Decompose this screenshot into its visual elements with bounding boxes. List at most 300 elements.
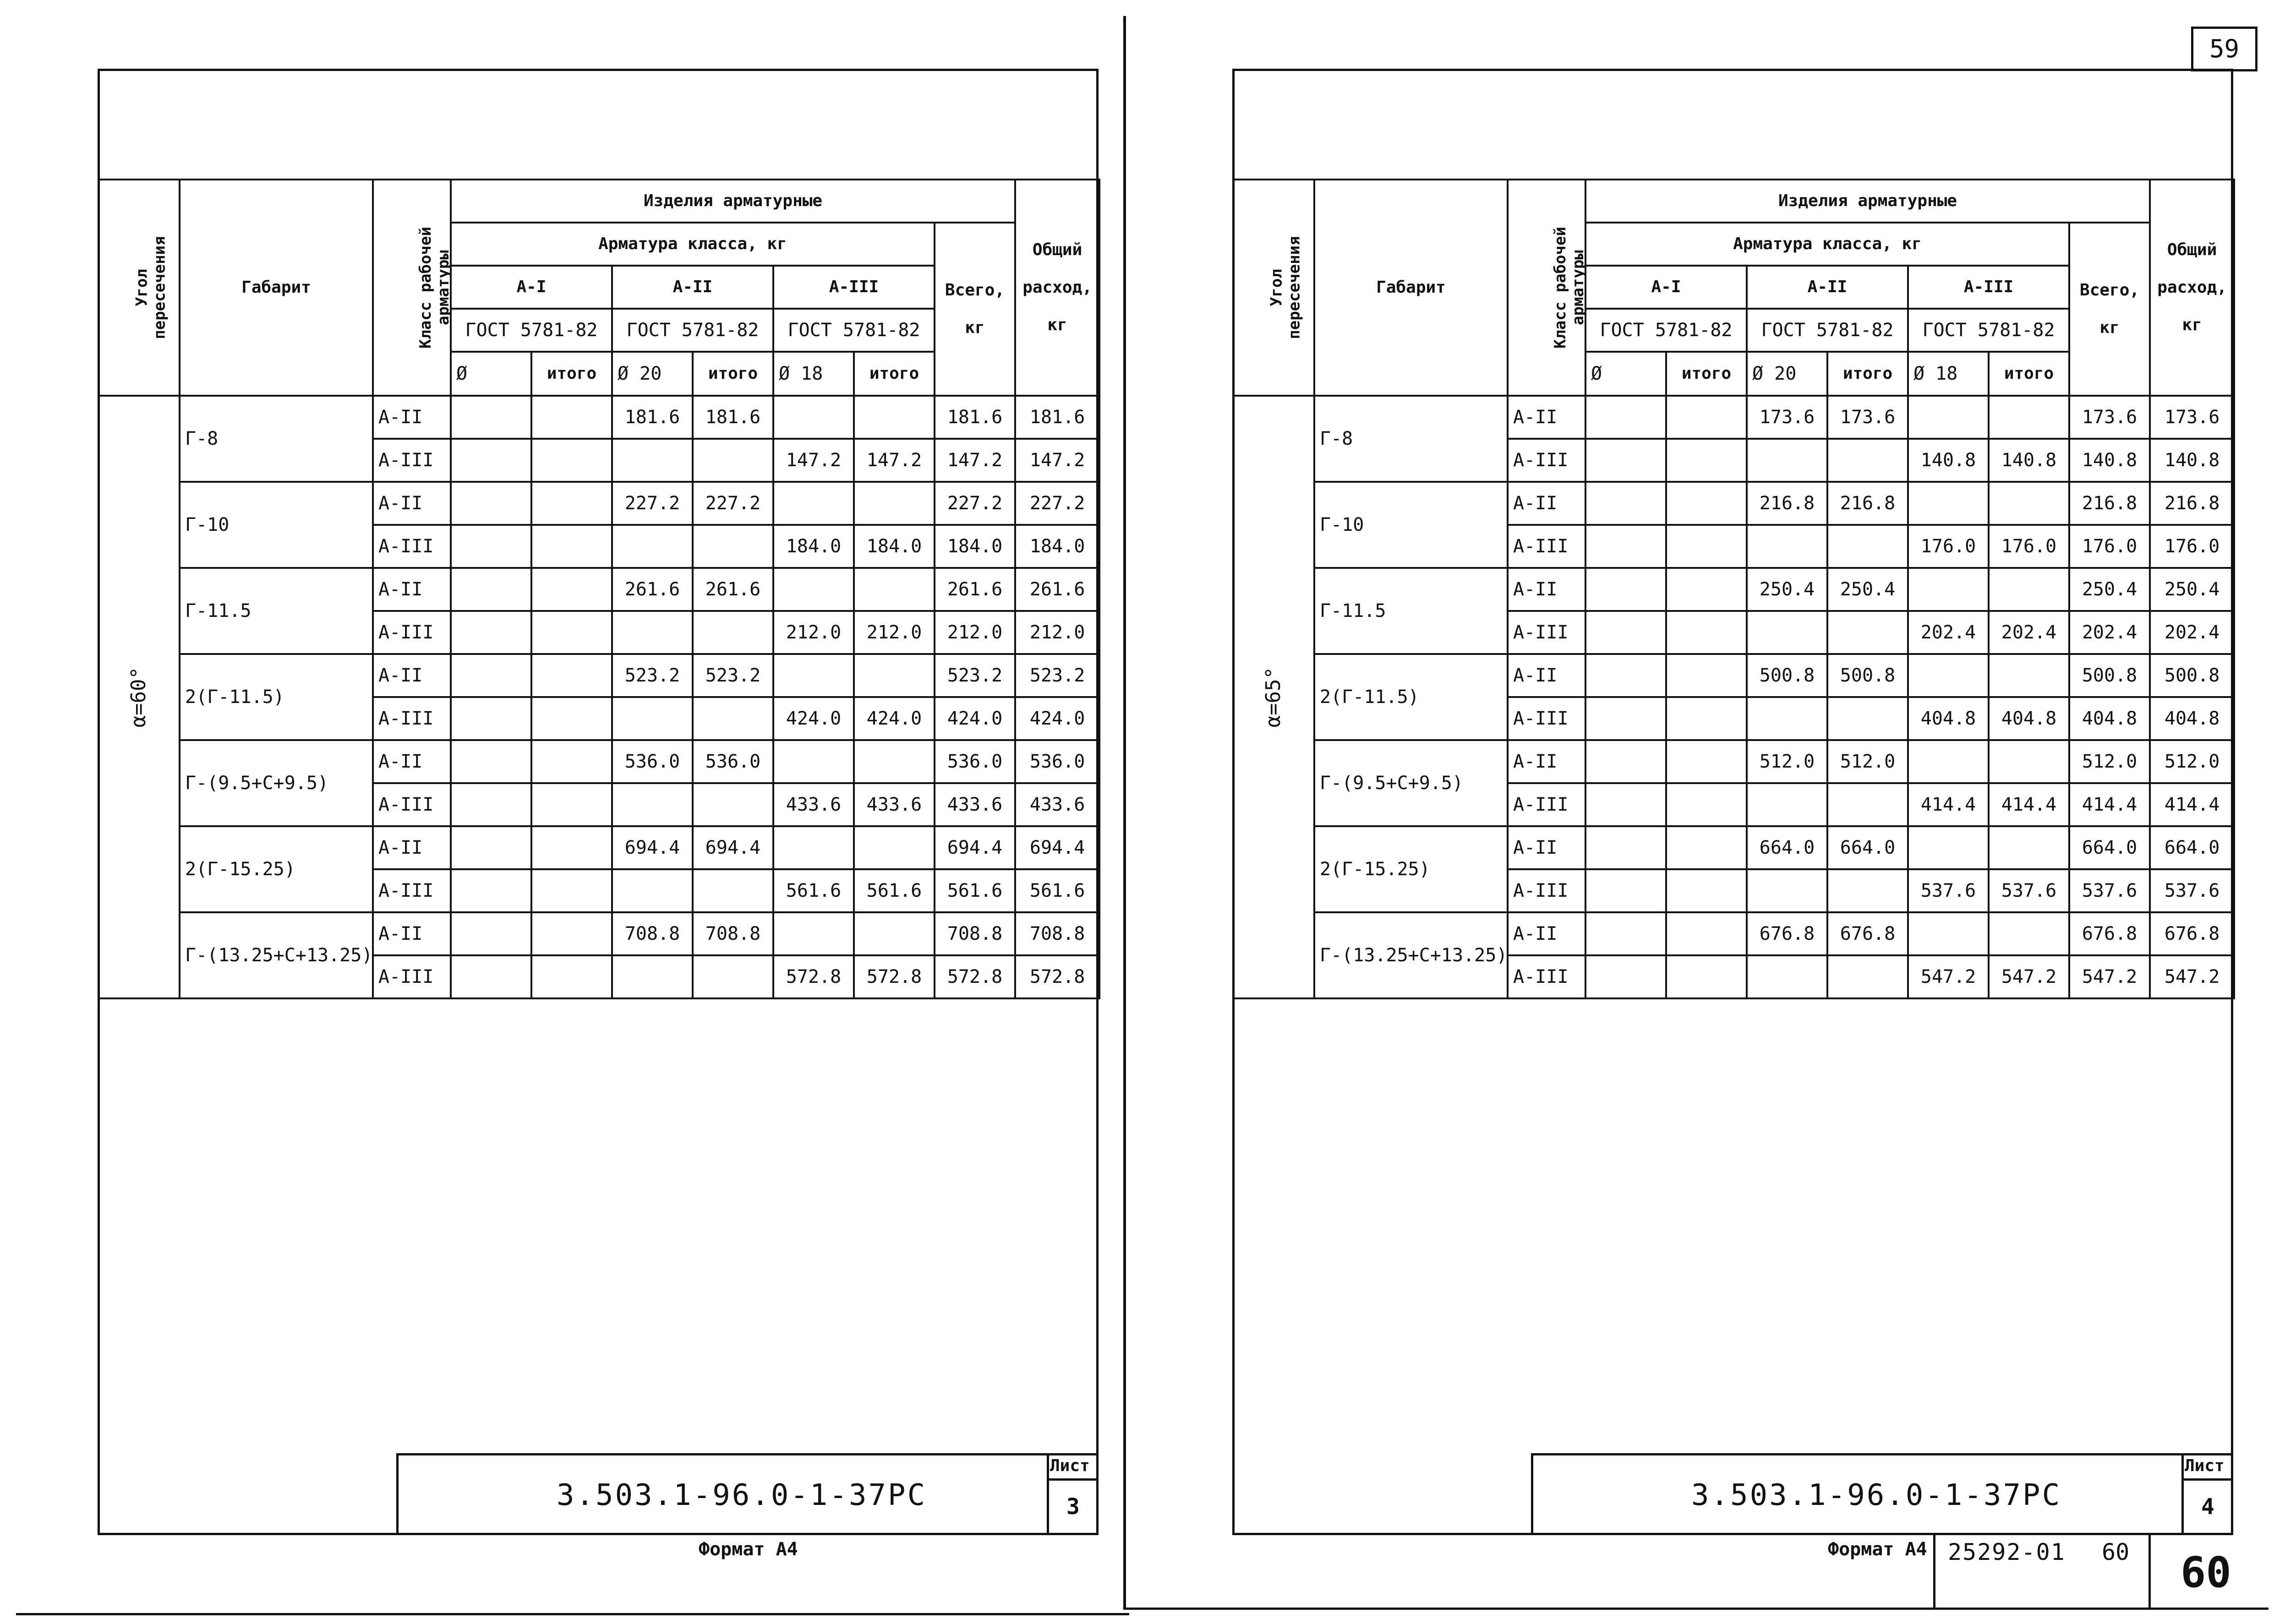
gabarit-cell: 2(Г-11.5): [180, 654, 373, 740]
a3-diam18-cell: [773, 740, 854, 783]
header-rebar-class: Класс рабочей арматуры: [1508, 180, 1585, 396]
overall-cell: 176.0: [2150, 525, 2234, 568]
a2-itogo-cell: [693, 955, 773, 998]
a2-diam20-cell: [612, 439, 693, 482]
right-sheet-label: Лист: [2185, 1456, 2225, 1475]
total-cell: 404.8: [2069, 697, 2150, 740]
overall-cell: 414.4: [2150, 783, 2234, 826]
overall-cell: 664.0: [2150, 826, 2234, 869]
a1-itogo-cell: [1666, 525, 1747, 568]
a2-itogo-cell: 227.2: [693, 482, 773, 525]
a3-diam18-cell: 202.4: [1908, 611, 1989, 654]
a3-itogo-cell: 572.8: [854, 955, 935, 998]
a2-diam20-cell: 694.4: [612, 826, 693, 869]
a1-diam-cell: [1585, 955, 1666, 998]
overall-cell: 227.2: [1015, 482, 1099, 525]
a2-itogo-cell: 181.6: [693, 396, 773, 439]
bottom-stamp-page: 60: [2102, 1539, 2130, 1565]
a1-diam-cell: [1585, 697, 1666, 740]
overall-cell: 676.8: [2150, 912, 2234, 955]
total-cell: 250.4: [2069, 568, 2150, 611]
a3-diam18-cell: 414.4: [1908, 783, 1989, 826]
class-cell: А-III: [1508, 439, 1585, 482]
class-cell: А-III: [373, 869, 451, 912]
page-number-top-box: [2191, 27, 2258, 71]
header-itogo-a3: итого: [854, 352, 935, 396]
overall-cell: 250.4: [2150, 568, 2234, 611]
class-cell: А-II: [373, 740, 451, 783]
a1-itogo-cell: [531, 783, 612, 826]
a3-itogo-cell: [1989, 654, 2069, 697]
a2-diam20-cell: 250.4: [1747, 568, 1827, 611]
total-cell: 676.8: [2069, 912, 2150, 955]
total-cell: 561.6: [935, 869, 1015, 912]
page-number-bottom: 60: [2181, 1548, 2231, 1597]
header-itogo-a1: итого: [1666, 352, 1747, 396]
a1-diam-cell: [451, 611, 531, 654]
header-itogo-a2: итого: [1827, 352, 1908, 396]
overall-cell: 694.4: [1015, 826, 1099, 869]
header-gost-a1: ГОСТ 5781-82: [1585, 309, 1747, 352]
total-cell: 176.0: [2069, 525, 2150, 568]
header-gost-a3: ГОСТ 5781-82: [773, 309, 935, 352]
total-cell: 212.0: [935, 611, 1015, 654]
overall-cell: 537.6: [2150, 869, 2234, 912]
overall-cell: 404.8: [2150, 697, 2234, 740]
a3-diam18-cell: [773, 826, 854, 869]
header-overall: Общий расход, кг: [1015, 180, 1099, 396]
header-itogo-a2: итого: [693, 352, 773, 396]
a2-itogo-cell: 512.0: [1827, 740, 1908, 783]
a1-diam-cell: [451, 439, 531, 482]
bottom-edge-line-left: [16, 1613, 1129, 1615]
a1-itogo-cell: [531, 955, 612, 998]
a2-diam20-cell: [1747, 955, 1827, 998]
total-cell: 664.0: [2069, 826, 2150, 869]
table-row: [1233, 740, 2234, 783]
class-cell: А-III: [1508, 611, 1585, 654]
a1-diam-cell: [1585, 826, 1666, 869]
total-cell: 708.8: [935, 912, 1015, 955]
header-gost-a3: ГОСТ 5781-82: [1908, 309, 2069, 352]
gabarit-cell: Г-8: [1314, 396, 1508, 482]
a1-diam-cell: [451, 482, 531, 525]
a3-itogo-cell: [1989, 740, 2069, 783]
a3-diam18-cell: 176.0: [1908, 525, 1989, 568]
a3-itogo-cell: 537.6: [1989, 869, 2069, 912]
a2-itogo-cell: [693, 869, 773, 912]
a2-diam20-cell: 216.8: [1747, 482, 1827, 525]
table-row: [98, 740, 1099, 783]
a1-itogo-cell: [531, 482, 612, 525]
a3-diam18-cell: [1908, 912, 1989, 955]
left-sheet-number: 3: [1066, 1494, 1080, 1520]
a3-diam18-cell: 572.8: [773, 955, 854, 998]
a1-itogo-cell: [531, 396, 612, 439]
a1-itogo-cell: [531, 697, 612, 740]
a3-diam18-cell: 547.2: [1908, 955, 1989, 998]
a2-itogo-cell: 216.8: [1827, 482, 1908, 525]
a1-diam-cell: [1585, 396, 1666, 439]
total-cell: 500.8: [2069, 654, 2150, 697]
angle-label: [1233, 396, 1314, 998]
overall-cell: 140.8: [2150, 439, 2234, 482]
a2-itogo-cell: [693, 439, 773, 482]
a3-itogo-cell: [854, 826, 935, 869]
a1-itogo-cell: [1666, 654, 1747, 697]
class-cell: А-II: [373, 568, 451, 611]
overall-cell: 536.0: [1015, 740, 1099, 783]
class-cell: А-II: [373, 826, 451, 869]
a1-itogo-cell: [1666, 697, 1747, 740]
total-cell: 694.4: [935, 826, 1015, 869]
total-cell: 261.6: [935, 568, 1015, 611]
class-cell: А-III: [1508, 525, 1585, 568]
a3-itogo-cell: 202.4: [1989, 611, 2069, 654]
a3-diam18-cell: [1908, 568, 1989, 611]
a1-itogo-cell: [1666, 869, 1747, 912]
a3-diam18-cell: 147.2: [773, 439, 854, 482]
right-sheet-code: 3.503.1-96.0-1-37РС: [1691, 1478, 2062, 1512]
class-cell: А-II: [1508, 826, 1585, 869]
header-gost-a1: ГОСТ 5781-82: [451, 309, 612, 352]
a2-itogo-cell: 261.6: [693, 568, 773, 611]
gabarit-cell: Г-(13.25+С+13.25): [1314, 912, 1508, 998]
a2-diam20-cell: 676.8: [1747, 912, 1827, 955]
right-spec-table: [1232, 179, 2235, 999]
overall-cell: 512.0: [2150, 740, 2234, 783]
class-cell: А-III: [373, 783, 451, 826]
angle-value: α=60°: [127, 666, 151, 728]
total-cell: 536.0: [935, 740, 1015, 783]
a1-diam-cell: [451, 568, 531, 611]
a1-diam-cell: [451, 826, 531, 869]
header-total: Всего, кг: [2069, 223, 2150, 396]
a2-itogo-cell: 523.2: [693, 654, 773, 697]
overall-cell: 561.6: [1015, 869, 1099, 912]
table-row: [98, 568, 1099, 611]
angle-label: [98, 396, 180, 998]
class-cell: А-III: [373, 611, 451, 654]
total-cell: 140.8: [2069, 439, 2150, 482]
a3-diam18-cell: 212.0: [773, 611, 854, 654]
a2-diam20-cell: [1747, 869, 1827, 912]
table-row: [98, 654, 1099, 697]
a3-diam18-cell: [773, 912, 854, 955]
a2-diam20-cell: 512.0: [1747, 740, 1827, 783]
header-diam18: Ø 18: [773, 352, 854, 396]
a1-diam-cell: [1585, 439, 1666, 482]
header-rebar-class: Класс рабочей арматуры: [373, 180, 451, 396]
a2-diam20-cell: [612, 869, 693, 912]
class-cell: А-III: [373, 955, 451, 998]
class-cell: А-II: [1508, 396, 1585, 439]
header-rebar-class-kg: Арматура класса, кг: [1585, 223, 2069, 266]
overall-cell: 547.2: [2150, 955, 2234, 998]
left-spec-table: [98, 179, 1100, 999]
a3-diam18-cell: 537.6: [1908, 869, 1989, 912]
a1-diam-cell: [451, 869, 531, 912]
header-diam18: Ø 18: [1908, 352, 1989, 396]
total-cell: 184.0: [935, 525, 1015, 568]
header-class-a2: А-II: [612, 266, 773, 309]
header-angle: Угол пересечения: [1233, 180, 1314, 396]
header-class-a3: А-III: [1908, 266, 2069, 309]
class-cell: А-II: [1508, 654, 1585, 697]
a1-itogo-cell: [531, 611, 612, 654]
a2-diam20-cell: [1747, 525, 1827, 568]
a1-itogo-cell: [1666, 568, 1747, 611]
a2-diam20-cell: [612, 697, 693, 740]
a1-itogo-cell: [531, 826, 612, 869]
a2-diam20-cell: [1747, 783, 1827, 826]
a2-itogo-cell: [693, 525, 773, 568]
a3-diam18-cell: [773, 482, 854, 525]
class-cell: А-II: [1508, 740, 1585, 783]
overall-cell: 708.8: [1015, 912, 1099, 955]
a1-diam-cell: [1585, 482, 1666, 525]
a3-itogo-cell: 404.8: [1989, 697, 2069, 740]
class-cell: А-III: [1508, 697, 1585, 740]
class-cell: А-III: [1508, 783, 1585, 826]
header-class-a2: А-II: [1747, 266, 1908, 309]
a3-diam18-cell: [773, 654, 854, 697]
a1-itogo-cell: [531, 525, 612, 568]
a3-diam18-cell: [773, 568, 854, 611]
header-gabarit: Габарит: [1314, 180, 1508, 396]
a1-diam-cell: [451, 955, 531, 998]
a1-itogo-cell: [531, 740, 612, 783]
a2-itogo-cell: [1827, 955, 1908, 998]
a2-diam20-cell: 664.0: [1747, 826, 1827, 869]
a2-diam20-cell: [612, 611, 693, 654]
a3-diam18-cell: [1908, 826, 1989, 869]
a3-itogo-cell: 212.0: [854, 611, 935, 654]
table-row: [98, 396, 1099, 439]
overall-cell: 212.0: [1015, 611, 1099, 654]
header-itogo-a1: итого: [531, 352, 612, 396]
a2-diam20-cell: [612, 955, 693, 998]
header-gabarit: Габарит: [180, 180, 373, 396]
a2-diam20-cell: [612, 783, 693, 826]
center-divider-line: [1123, 16, 1126, 1610]
a2-itogo-cell: [1827, 439, 1908, 482]
header-diam-a1: Ø: [451, 352, 531, 396]
header-itogo-a3: итого: [1989, 352, 2069, 396]
gabarit-cell: Г-10: [1314, 482, 1508, 568]
a2-itogo-cell: [693, 697, 773, 740]
a2-diam20-cell: 227.2: [612, 482, 693, 525]
a1-itogo-cell: [1666, 955, 1747, 998]
header-gost-a2: ГОСТ 5781-82: [612, 309, 773, 352]
gabarit-cell: Г-8: [180, 396, 373, 482]
right-format-label: Формат А4: [1828, 1539, 1927, 1560]
a1-diam-cell: [451, 740, 531, 783]
a3-diam18-cell: 140.8: [1908, 439, 1989, 482]
a2-itogo-cell: 694.4: [693, 826, 773, 869]
a2-diam20-cell: [612, 525, 693, 568]
header-diam20: Ø 20: [1747, 352, 1827, 396]
a1-itogo-cell: [1666, 439, 1747, 482]
total-cell: 537.6: [2069, 869, 2150, 912]
left-format-label: Формат А4: [699, 1539, 798, 1560]
total-cell: 414.4: [2069, 783, 2150, 826]
class-cell: А-II: [1508, 568, 1585, 611]
a1-diam-cell: [1585, 912, 1666, 955]
a3-itogo-cell: [1989, 482, 2069, 525]
a1-itogo-cell: [531, 439, 612, 482]
total-cell: 523.2: [935, 654, 1015, 697]
a3-diam18-cell: 561.6: [773, 869, 854, 912]
a3-diam18-cell: 184.0: [773, 525, 854, 568]
table-row: [1233, 826, 2234, 869]
a3-itogo-cell: 140.8: [1989, 439, 2069, 482]
total-cell: 572.8: [935, 955, 1015, 998]
gabarit-cell: 2(Г-11.5): [1314, 654, 1508, 740]
overall-cell: 572.8: [1015, 955, 1099, 998]
a3-diam18-cell: [1908, 740, 1989, 783]
a3-itogo-cell: 433.6: [854, 783, 935, 826]
overall-cell: 181.6: [1015, 396, 1099, 439]
a1-diam-cell: [1585, 611, 1666, 654]
class-cell: А-II: [1508, 912, 1585, 955]
a1-itogo-cell: [531, 869, 612, 912]
total-cell: 547.2: [2069, 955, 2150, 998]
table-row: [98, 826, 1099, 869]
a2-itogo-cell: [1827, 783, 1908, 826]
a3-itogo-cell: 184.0: [854, 525, 935, 568]
a2-diam20-cell: [1747, 611, 1827, 654]
a1-itogo-cell: [1666, 611, 1747, 654]
total-cell: 181.6: [935, 396, 1015, 439]
a1-diam-cell: [451, 783, 531, 826]
total-cell: 216.8: [2069, 482, 2150, 525]
total-cell: 227.2: [935, 482, 1015, 525]
a1-itogo-cell: [1666, 826, 1747, 869]
gabarit-cell: Г-11.5: [1314, 568, 1508, 654]
a3-itogo-cell: [854, 568, 935, 611]
a3-itogo-cell: 147.2: [854, 439, 935, 482]
header-angle: Угол пересечения: [98, 180, 180, 396]
a3-diam18-cell: 404.8: [1908, 697, 1989, 740]
header-total: Всего, кг: [935, 223, 1015, 396]
a3-itogo-cell: 176.0: [1989, 525, 2069, 568]
a2-diam20-cell: 708.8: [612, 912, 693, 955]
a3-itogo-cell: [1989, 568, 2069, 611]
gabarit-cell: 2(Г-15.25): [1314, 826, 1508, 912]
a2-itogo-cell: 500.8: [1827, 654, 1908, 697]
a1-itogo-cell: [531, 654, 612, 697]
a1-diam-cell: [451, 525, 531, 568]
a1-diam-cell: [1585, 740, 1666, 783]
a2-itogo-cell: 676.8: [1827, 912, 1908, 955]
table-row: [1233, 396, 2234, 439]
class-cell: А-II: [373, 482, 451, 525]
overall-cell: 184.0: [1015, 525, 1099, 568]
a1-diam-cell: [451, 912, 531, 955]
a2-itogo-cell: 536.0: [693, 740, 773, 783]
header-class-a3: А-III: [773, 266, 935, 309]
a3-itogo-cell: [1989, 396, 2069, 439]
a1-diam-cell: [1585, 525, 1666, 568]
overall-cell: 147.2: [1015, 439, 1099, 482]
overall-cell: 261.6: [1015, 568, 1099, 611]
a3-itogo-cell: [1989, 912, 2069, 955]
left-sheet-label: Лист: [1050, 1456, 1090, 1475]
a1-itogo-cell: [1666, 396, 1747, 439]
a1-itogo-cell: [1666, 740, 1747, 783]
a2-itogo-cell: 708.8: [693, 912, 773, 955]
overall-cell: 523.2: [1015, 654, 1099, 697]
header-overall: Общий расход, кг: [2150, 180, 2234, 396]
a3-itogo-cell: 561.6: [854, 869, 935, 912]
a3-itogo-cell: [854, 740, 935, 783]
left-table-body: [98, 396, 1099, 998]
class-cell: А-III: [373, 697, 451, 740]
header-diam20: Ø 20: [612, 352, 693, 396]
overall-cell: 202.4: [2150, 611, 2234, 654]
right-sheet-number: 4: [2201, 1494, 2214, 1520]
table-row: [1233, 482, 2234, 525]
class-cell: А-III: [1508, 869, 1585, 912]
angle-value: α=65°: [1262, 666, 1285, 728]
a1-itogo-cell: [1666, 482, 1747, 525]
class-cell: А-II: [1508, 482, 1585, 525]
header-diam-a1: Ø: [1585, 352, 1666, 396]
total-cell: 147.2: [935, 439, 1015, 482]
table-row: [1233, 654, 2234, 697]
a3-itogo-cell: 424.0: [854, 697, 935, 740]
class-cell: А-II: [373, 654, 451, 697]
total-cell: 512.0: [2069, 740, 2150, 783]
a3-diam18-cell: 424.0: [773, 697, 854, 740]
a1-diam-cell: [1585, 783, 1666, 826]
a2-itogo-cell: [693, 783, 773, 826]
table-row: [98, 482, 1099, 525]
a2-itogo-cell: [1827, 869, 1908, 912]
a3-diam18-cell: 433.6: [773, 783, 854, 826]
gabarit-cell: Г-(13.25+С+13.25): [180, 912, 373, 998]
a3-diam18-cell: [1908, 482, 1989, 525]
a2-itogo-cell: 173.6: [1827, 396, 1908, 439]
a3-itogo-cell: 414.4: [1989, 783, 2069, 826]
header-gost-a2: ГОСТ 5781-82: [1747, 309, 1908, 352]
a2-itogo-cell: [1827, 697, 1908, 740]
a2-itogo-cell: [1827, 525, 1908, 568]
table-row: [1233, 912, 2234, 955]
a1-itogo-cell: [531, 912, 612, 955]
total-cell: 433.6: [935, 783, 1015, 826]
a2-diam20-cell: 500.8: [1747, 654, 1827, 697]
class-cell: А-II: [373, 912, 451, 955]
right-table-body: [1233, 396, 2234, 998]
a1-diam-cell: [451, 654, 531, 697]
header-products: Изделия арматурные: [451, 180, 1015, 223]
a2-itogo-cell: 664.0: [1827, 826, 1908, 869]
table-row: [1233, 568, 2234, 611]
overall-cell: 216.8: [2150, 482, 2234, 525]
a1-diam-cell: [451, 697, 531, 740]
total-cell: 173.6: [2069, 396, 2150, 439]
gabarit-cell: Г-11.5: [180, 568, 373, 654]
table-row: [98, 912, 1099, 955]
header-products: Изделия арматурные: [1585, 180, 2150, 223]
a2-itogo-cell: [1827, 611, 1908, 654]
a1-diam-cell: [1585, 568, 1666, 611]
a2-diam20-cell: 536.0: [612, 740, 693, 783]
a3-itogo-cell: 547.2: [1989, 955, 2069, 998]
overall-cell: 433.6: [1015, 783, 1099, 826]
